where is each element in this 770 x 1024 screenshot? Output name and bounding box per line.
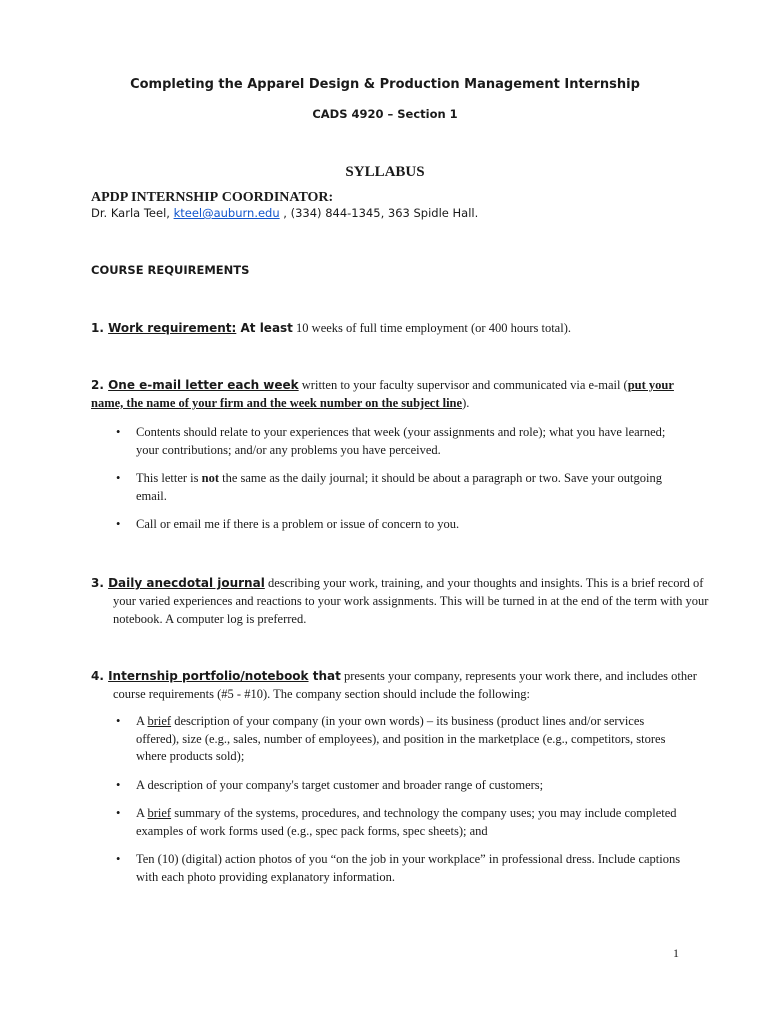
list-item: • Contents should relate to your experiences that week (your assignments and role); what you have learned; your contributions; and/or any problems you have perceived. [116,425,666,457]
requirement-4: 4. Internship portfolio/notebook that presents your company, represents your work there, and includes other course requirements (#5 - #10). The company section should include the following: [91,669,697,701]
course-section: CADS 4920 – Section 1 [312,107,458,121]
syllabus-heading: SYLLABUS [345,164,425,180]
coordinator-contact [91,206,478,220]
list-item: • A description of your company's target customer and broader range of customers; [116,777,544,792]
requirement-4-bullets [116,713,686,886]
list-item: • A brief summary of the systems, procedures, and technology the company uses; you may include completed examples of work forms used (e.g., spec pack forms, spec sheets); and [116,806,677,838]
requirement-2-bullets [116,424,686,534]
page-number: 1 [673,946,679,960]
list-item: • This letter is not the same as the daily journal; it should be about a paragraph or two. Save your outgoing email. [116,471,662,503]
coordinator-name: Dr. Karla Teel, [91,206,174,220]
requirement-1: 1. Work requirement: At least 10 weeks of full time employment (or 400 hours total). [91,321,571,335]
list-item: • Call or email me if there is a problem or issue of concern to you. [116,517,460,531]
requirement-2: 2. One e-mail letter each week written to your faculty supervisor and communicated via e-mail (put your name, the name of your firm and the week number on the subject line). [91,378,674,410]
coordinator-details: , (334) 844-1345, 363 Spidle Hall. [279,206,479,220]
list-item: • A brief description of your company (in your own words) – its business (product lines and/or services offered), size (e.g., sales, number of employees), and position in the marketplace (e.g., competitors, stores where products sold); [116,714,666,763]
coordinator-heading: APDP INTERNSHIP COORDINATOR: [91,190,334,205]
requirement-3: 3. Daily anecdotal journal describing your work, training, and your thoughts and insights. This is a brief record of your varied experiences and reactions to your work assignments. This will be turned in at the end of the term with your notebook. A computer log is preferred. [91,576,709,626]
course-requirements-heading: COURSE REQUIREMENTS [91,263,250,277]
list-item: • Ten (10) (digital) action photos of you “on the job in your workplace” in professional dress. Include captions with each photo providing explanatory information. [116,852,681,884]
document-title: Completing the Apparel Design & Production Management Internship [130,77,640,92]
coordinator-email-link[interactable]: kteel@auburn.edu [173,206,280,220]
